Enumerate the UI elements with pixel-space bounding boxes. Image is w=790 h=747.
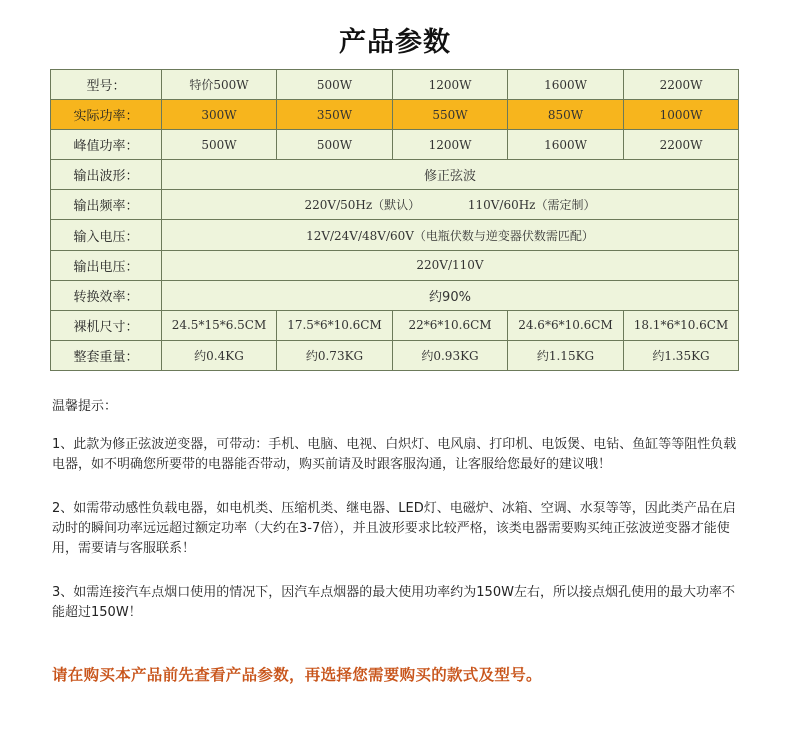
- table-row-waveform: [51, 160, 739, 190]
- row-label-peak-power: 峰值功率：: [51, 130, 162, 160]
- row-label-weight: 整套重量：: [51, 340, 162, 370]
- row-label-input-voltage: 输入电压：: [51, 220, 162, 250]
- model-cell: 2200W: [624, 70, 739, 100]
- table-row-input-voltage: [51, 220, 739, 250]
- tips-title: 温馨提示：: [52, 399, 118, 414]
- row-label-model: 型号：: [51, 70, 162, 100]
- model-cell: 1600W: [508, 70, 624, 100]
- tip-item-2: 2、如需带动感性负载电器，如电机类、压缩机类、继电器、LED灯、电磁炉、冰箱、空调、水泵等等，因此类产品在启动时的瞬间功率远远超过额定功率（大约在3-7倍），并且波形要求比较严格，该类电器需要购买纯正弦波逆变器才能使用，需要请与客服联系！: [52, 501, 736, 556]
- actual-power-cell: 550W: [393, 100, 508, 130]
- table-row-actual-power: [51, 100, 739, 130]
- peak-power-cell: 500W: [162, 130, 277, 160]
- model-cell: 500W: [277, 70, 393, 100]
- model-cell: 特价500W: [162, 70, 277, 100]
- peak-power-cell: 500W: [277, 130, 393, 160]
- frequency-value: [162, 190, 739, 220]
- frequency-custom: 110V/60Hz（需定制）: [467, 198, 596, 213]
- size-cell: 17.5*6*10.6CM: [277, 310, 393, 340]
- weight-cell: 约0.4KG: [162, 340, 277, 370]
- size-cell: 24.5*15*6.5CM: [162, 310, 277, 340]
- table-row-efficiency: [51, 280, 739, 310]
- actual-power-cell: 1000W: [624, 100, 739, 130]
- page-title: 产品参数: [339, 27, 451, 58]
- row-label-waveform: 输出波形：: [51, 160, 162, 190]
- tips-section: [52, 397, 742, 647]
- table-row-output-voltage: [51, 250, 739, 280]
- table-row-model: [51, 70, 739, 100]
- size-cell: 24.6*6*10.6CM: [508, 310, 624, 340]
- input-voltage-value: 12V/24V/48V/60V（电瓶伏数与逆变器伏数需匹配）: [162, 220, 739, 250]
- weight-cell: 约1.15KG: [508, 340, 624, 370]
- table-row-size: [51, 310, 739, 340]
- row-label-size: 裸机尺寸：: [51, 310, 162, 340]
- actual-power-cell: 300W: [162, 100, 277, 130]
- weight-cell: 约1.35KG: [624, 340, 739, 370]
- weight-cell: 约0.73KG: [277, 340, 393, 370]
- size-cell: 18.1*6*10.6CM: [624, 310, 739, 340]
- row-label-actual-power: 实际功率：: [51, 100, 162, 130]
- row-label-output-voltage: 输出电压：: [51, 250, 162, 280]
- efficiency-value: 约90%: [162, 280, 739, 310]
- peak-power-cell: 1200W: [393, 130, 508, 160]
- peak-power-cell: 1600W: [508, 130, 624, 160]
- footer-notice: 请在购买本产品前先查看产品参数，再选择您需要购买的款式及型号。: [52, 665, 542, 684]
- output-voltage-value: 220V/110V: [162, 250, 739, 280]
- tip-item-1: 1、此款为修正弦波逆变器，可带动：手机、电脑、电视、白炽灯、电风扇、打印机、电饭煲、电钻、鱼缸等等阻性负载电器，如不明确您所要带的电器能否带动，购买前请及时跟客服沟通，让客服给您最好的建议哦！: [52, 437, 737, 472]
- model-cell: 1200W: [393, 70, 508, 100]
- table-row-weight: [51, 340, 739, 370]
- frequency-default: 220V/50Hz（默认）: [304, 198, 421, 213]
- row-label-frequency: 输出频率：: [51, 190, 162, 220]
- peak-power-cell: 2200W: [624, 130, 739, 160]
- spec-table: [50, 69, 739, 371]
- weight-cell: 约0.93KG: [393, 340, 508, 370]
- waveform-value: 修正弦波: [162, 160, 739, 190]
- actual-power-cell: 350W: [277, 100, 393, 130]
- row-label-efficiency: 转换效率：: [51, 280, 162, 310]
- table-row-peak-power: [51, 130, 739, 160]
- tip-item-3: 3、如需连接汽车点烟口使用的情况下，因汽车点烟器的最大使用功率约为150W左右，所以接点烟孔使用的最大功率不能超过150W！: [52, 585, 735, 620]
- table-row-frequency: [51, 190, 739, 220]
- size-cell: 22*6*10.6CM: [393, 310, 508, 340]
- actual-power-cell: 850W: [508, 100, 624, 130]
